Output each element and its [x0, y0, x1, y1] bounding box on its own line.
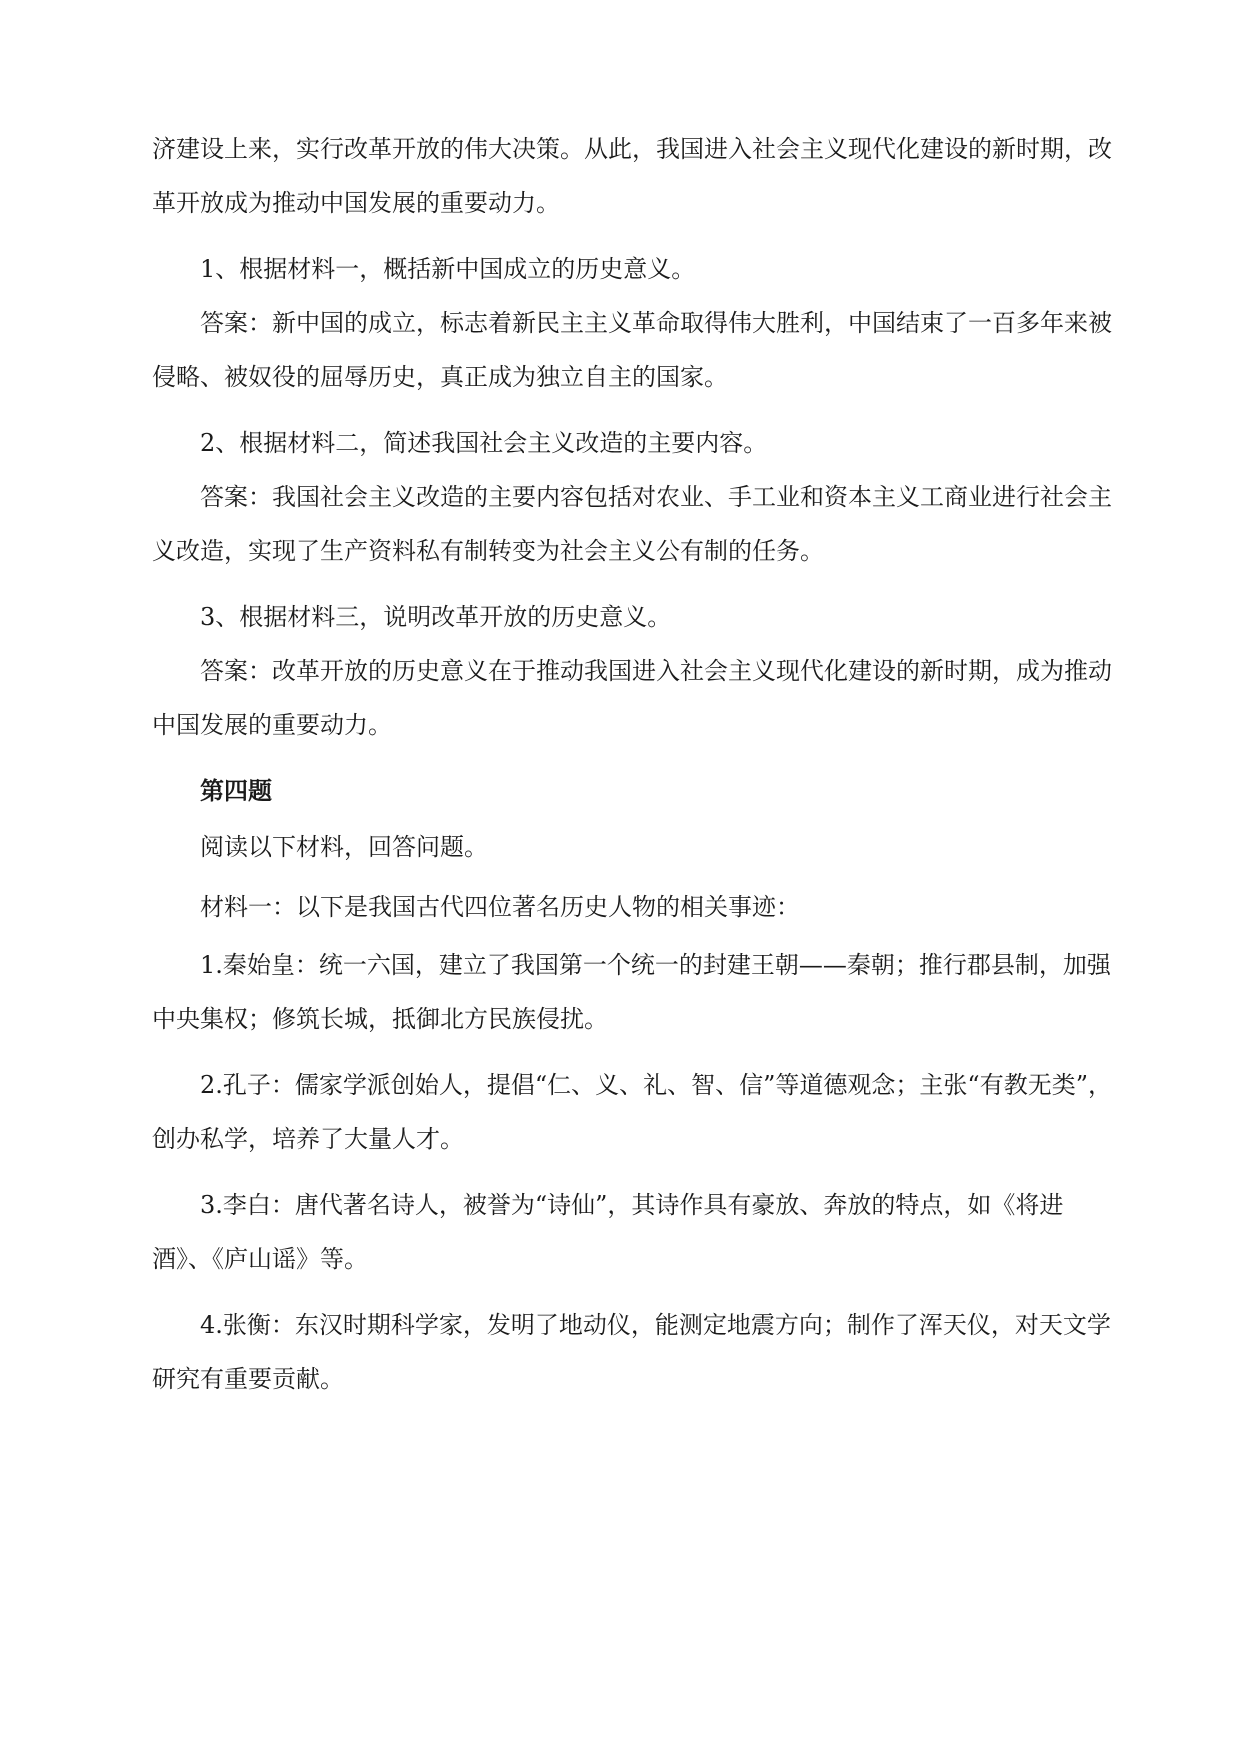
question-3: 3、根据材料三，说明改革开放的历史意义。 [200, 603, 672, 631]
paragraph-continuation: 济建设上来，实行改革开放的伟大决策。从此，我国进入社会主义现代化建设的新时期，改革开放成为推动中国发展的重要动力。 [152, 135, 1112, 217]
list-item: 2.孔子：儒家学派创始人，提倡“仁、义、礼、智、信”等道德观念；主张“有教无类”，创办私学，培养了大量人才。 [152, 1071, 1112, 1153]
answer-3: 答案：改革开放的历史意义在于推动我国进入社会主义现代化建设的新时期，成为推动中国发展的重要动力。 [152, 657, 1112, 739]
list-item: 3.李白：唐代著名诗人，被誉为“诗仙”，其诗作具有豪放、奔放的特点，如《将进酒》、《庐山谣》等。 [152, 1191, 1064, 1273]
list-item: 4.张衡：东汉时期科学家，发明了地动仪，能测定地震方向；制作了浑天仪，对天文学研究有重要贡献。 [152, 1311, 1111, 1393]
question-1: 1、根据材料一，概括新中国成立的历史意义。 [200, 255, 696, 283]
instruction-text: 阅读以下材料，回答问题。 [200, 833, 488, 861]
section-heading: 第四题 [200, 776, 272, 805]
answer-1: 答案：新中国的成立，标志着新民主主义革命取得伟大胜利，中国结束了一百多年来被侵略、被奴役的屈辱历史，真正成为独立自主的国家。 [152, 309, 1112, 391]
list-item: 1.秦始皇：统一六国，建立了我国第一个统一的封建王朝——秦朝；推行郡县制，加强中央集权；修筑长城，抵御北方民族侵扰。 [152, 951, 1111, 1033]
question-2: 2、根据材料二，简述我国社会主义改造的主要内容。 [200, 429, 768, 457]
answer-2: 答案：我国社会主义改造的主要内容包括对农业、手工业和资本主义工商业进行社会主义改造，实现了生产资料私有制转变为社会主义公有制的任务。 [152, 483, 1112, 565]
material-intro: 材料一：以下是我国古代四位著名历史人物的相关事迹： [200, 893, 800, 921]
